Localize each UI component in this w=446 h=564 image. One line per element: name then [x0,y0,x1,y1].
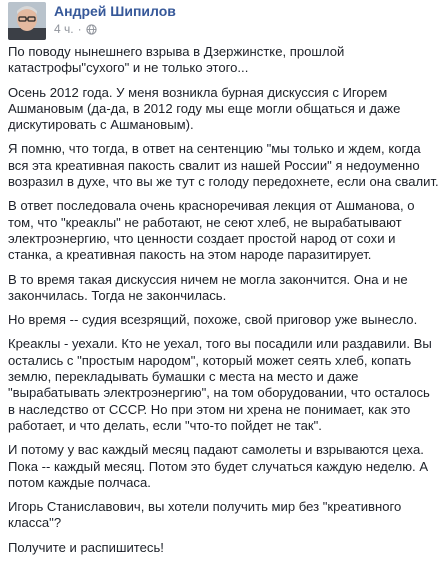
post-header [8,2,438,42]
post-meta [54,22,97,36]
post-paragraph: Осень 2012 года. У меня возникла бурная дискуссия с Игорем Ашмановым (да-да, в 2012 году мы еще могли общаться и даже дискутировать с Ашмановым). [8,84,401,133]
author-avatar[interactable] [8,2,46,40]
post-body [8,44,440,564]
post-paragraph: В то время такая дискуссия ничем не могла закончится. Она и не закончилась. Тогда не закончилась. [8,271,408,303]
post-paragraph: Получите и распишитесь! [8,539,164,555]
post-paragraph: Но время -- судия всезрящий, похоже, свой приговор уже вынесло. [8,312,418,328]
post-paragraph: По поводу нынешнего взрыва в Дзержинстке, прошлой катастрофы"сухого" и не только этого... [8,44,345,76]
post-paragraph: В ответ последовала очень красноречивая лекция от Ашманова, о том, что "креаклы" не работают, не сеют хлеб, не вырабатывают электроэнергию, что ценности создает простой народ от сохи и станка, а креативная пакость на этом народе паразитирует. [8,198,415,263]
author-name[interactable]: Андрей Шипилов [54,3,176,19]
meta-separator: · [77,22,82,36]
post-paragraph: Креаклы - уехали. Кто не уехал, того вы посадили или раздавили. Вы остались с "простым народом", который может сеять хлеб, копать землю, перекладывать бумашки с места на место и даже "вырабатывать электроэнергию", на том оборудовании, что осталось в наследство от СССР. Но при этом ни хрена не понимает, как это работает, и что делать, если "что-то пойдет не так". [8,336,432,433]
post-timestamp[interactable]: 4 ч. [54,22,74,36]
post-paragraph: Игорь Станиславович, вы хотели получить мир без "креативного класса"? [8,499,402,531]
post-paragraph: И потому у вас каждый месяц падают самолеты и взрываются цеха. Пока -- каждый месяц. Потом это будет случаться каждую неделю. А потом каждые полчаса. [8,442,429,490]
avatar-image [8,2,46,40]
globe-icon[interactable] [86,24,97,35]
post-paragraph: Я помню, что тогда, в ответ на сентенцию "мы только и ждем, когда вся эта креативная пакость свалит из нашей России" я недоуменно возразил в духе, что вы же тут с голоду передохнете, если она свалит. [8,141,439,190]
